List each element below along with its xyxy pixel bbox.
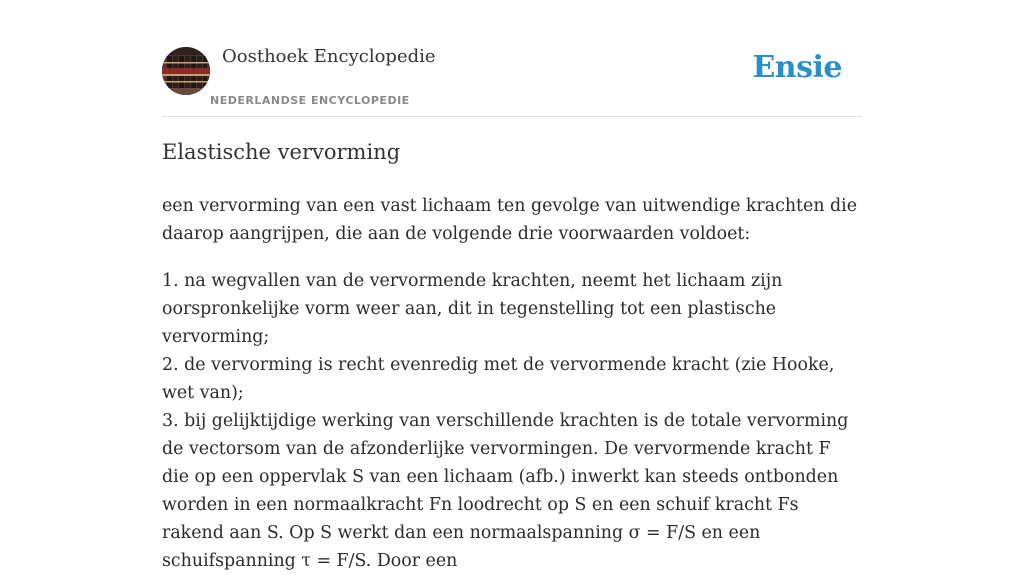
site-name[interactable]: Oosthoek Encyclopedie bbox=[222, 46, 436, 67]
article-intro: een vervorming van een vast lichaam ten gevolge van uitwendige krachten die daarop aangrijpen, die aan de volgende drie voorwaarden voldoet: bbox=[162, 196, 858, 244]
ensie-logo[interactable]: Ensie bbox=[752, 50, 842, 85]
article-title: Elastische vervorming bbox=[162, 140, 401, 164]
article-body bbox=[162, 192, 862, 575]
page bbox=[162, 0, 862, 571]
condition-item: 2. de vervorming is recht evenredig met de vervormende kracht (zie Hooke, wet van); bbox=[162, 355, 835, 403]
condition-list bbox=[162, 267, 862, 575]
site-subtitle: NEDERLANDSE ENCYCLOPEDIE bbox=[210, 94, 410, 107]
condition-item: 1. na wegvallen van de vervormende krachten, neemt het lichaam zijn oorspronkelijke vorm weer aan, dit in tegenstelling tot een plastische vervorming; bbox=[162, 271, 783, 347]
site-header bbox=[162, 0, 862, 117]
condition-item: 3. bij gelijktijdige werking van verschillende krachten is de totale vervorming de vectorsom van de afzonderlijke vervormingen. De vervormende kracht F die op een oppervlak S van een lichaam (afb.) inwerkt kan steeds ontbonden worden in een normaalkracht Fn loodrecht op S en een schuif kracht Fs rakend aan S. Op S werkt dan een normaalspanning σ = F/S en een schuifspanning τ = F/S. Door een bbox=[162, 411, 849, 571]
books-icon bbox=[162, 47, 210, 95]
encyclopedia-books-avatar[interactable] bbox=[162, 47, 210, 95]
